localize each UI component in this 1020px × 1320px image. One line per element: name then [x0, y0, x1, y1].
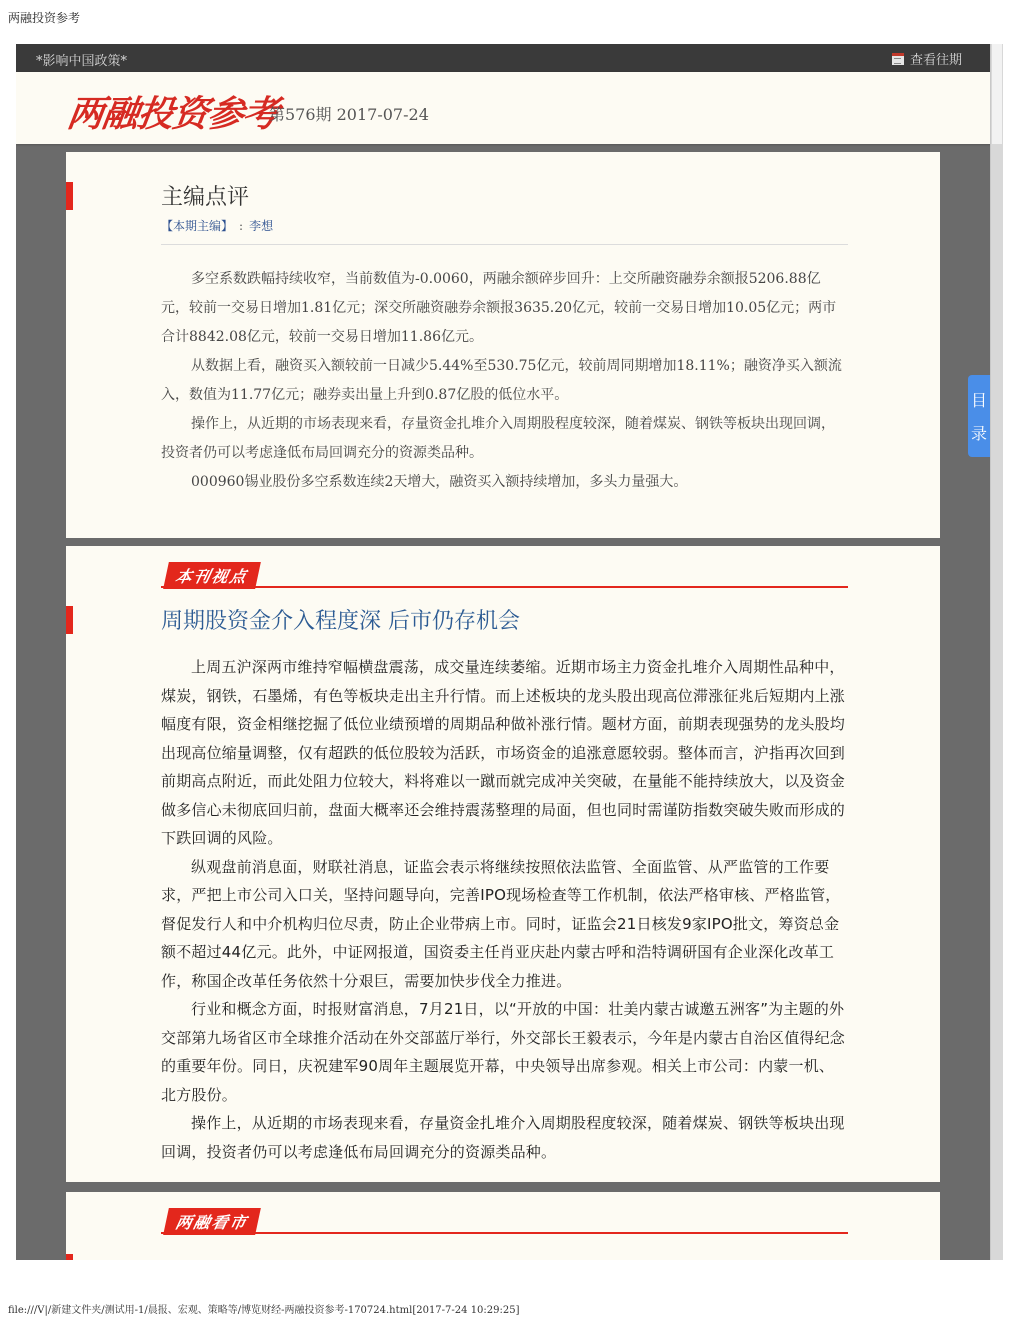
editor-name[interactable]: 李想 — [249, 219, 274, 233]
toc-char: 目 — [970, 391, 987, 410]
masthead — [16, 72, 990, 144]
scrollbar[interactable] — [990, 44, 1003, 1260]
section-marker — [66, 1254, 73, 1260]
toc-char: 录 — [970, 424, 987, 443]
article-body — [161, 653, 848, 1166]
divider — [161, 244, 848, 245]
editor-line — [161, 217, 273, 234]
paragraph: 从数据上看，融资买入额较前一日减少5.44%至530.75亿元，较前周同期增加18.11%；融资净买入额流入，数值为11.77亿元；融券卖出量上升到0.87亿股的低位水平。 — [161, 358, 842, 403]
editor-label: 【本期主编】 — [161, 219, 234, 233]
section-tag: 本刊视点 — [163, 562, 261, 589]
toc-button[interactable] — [968, 375, 990, 457]
document-title: 两融投资参考 — [8, 11, 81, 25]
tag-underline — [161, 1232, 848, 1234]
scrollbar-thumb[interactable] — [992, 44, 1002, 144]
calendar-icon — [892, 53, 904, 65]
paragraph: 操作上，从近期的市场表现来看，存量资金扎堆介入周期股程度较深，随着煤炭、钢铁等板块出现回调，投资者仍可以考虑逢低布局回调充分的资源类品种。 — [161, 416, 835, 461]
article-title: 周期股资金介入程度深 后市仍存机会 — [161, 609, 520, 634]
top-bar — [16, 44, 990, 72]
section-title: 主编点评 — [161, 185, 250, 210]
section-tag: 两融看市 — [163, 1208, 261, 1235]
paragraph: 000960锡业股份多空系数连续2天增大，融资买入额持续增加，多头力量强大。 — [191, 474, 688, 490]
editor-review-card — [66, 152, 940, 538]
paragraph: 上周五沪深两市维持窄幅横盘震荡，成交量连续萎缩。近期市场主力资金扎堆介入周期性品种中，煤炭，钢铁，石墨烯，有色等板块走出主升行情。而上述板块的龙头股出现高位滞涨征兆后短期内上涨幅度有限，资金相继挖掘了低位业绩预增的周期品种做补涨行情。题材方面，前期表现强势的龙头股均出现高位缩量调整，仅有超跌的低位股较为活跃，市场资金的追涨意愿较弱。整体而言，沪指再次回到前期高点附近，而此处阻力位较大，料将难以一蹴而就完成冲关突破，在量能不能持续放大，以及资金做多信心未彻底回归前，盘面大概率还会维持震荡整理的局面，但也同时需谨防指数突破失败而形成的下跌回调的风险。 — [161, 658, 846, 847]
paragraph: 操作上，从近期的市场表现来看，存量资金扎堆介入周期股程度较深，随着煤炭、钢铁等板块出现回调，投资者仍可以考虑逢低布局回调充分的资源类品种。 — [161, 1114, 845, 1161]
section-marker — [66, 606, 73, 634]
paragraph: 纵观盘前消息面，财联社消息，证监会表示将继续按照依法监管、全面监管、从严监管的工作要求，严把上市公司入口关，坚持问题导向，完善IPO现场检查等工作机制，依法严格审核、严格监管，督促发行人和中介机构归位尽责，防止企业带病上市。同时，证监会21日核发9家IPO批文，筹资总金额不超过44亿元。此外，中证网报道，国资委主任肖亚庆赴内蒙古呼和浩特调研国有企业深化改革工作，称国企改革任务依然十分艰巨，需要加快步伐全力推进。 — [161, 857, 841, 990]
viewpoint-card — [66, 546, 940, 1182]
history-link[interactable] — [892, 49, 962, 68]
editor-review-body — [161, 265, 848, 497]
paragraph: 多空系数跌幅持续收窄，当前数值为-0.0060，两融余额碎步回升：上交所融资融券余额报5206.88亿元，较前一交易日增加1.81亿元；深交所融资融券余额报3635.20亿元，较前一交易日增加10.05亿元；两市合计8842.08亿元，较前一交易日增加11.86亿元。 — [161, 271, 837, 345]
issue-info: 第576期 2017-07-24 — [269, 105, 429, 124]
tag-underline — [161, 586, 848, 588]
viewer-frame — [16, 44, 990, 1260]
paragraph: 行业和概念方面，时报财富消息，7月21日，以“开放的中国：壮美内蒙古诚邀五洲客”为主题的外交部第九场省区市全球推介活动在外交部蓝厅举行，外交部长王毅表示，今年是内蒙古自治区值得纪念的重要年份。同日，庆祝建军90周年主题展览开幕，中央领导出席参观。相关上市公司：内蒙一机、北方股份。 — [161, 1000, 846, 1104]
slogan: *影响中国政策* — [36, 54, 128, 69]
footer-file-path: file:///V|/新建文件夹/测试用-1/晨报、宏观、策略等/博览财经-两融投资参考-170724.html[2017-7-24 10:29:25] — [8, 1305, 520, 1316]
logo: 两融投资参考 — [64, 94, 281, 135]
market-watch-card — [66, 1192, 940, 1260]
section-marker — [66, 182, 73, 210]
history-label: 查看往期 — [909, 53, 962, 68]
editor-separator: : — [239, 219, 244, 233]
